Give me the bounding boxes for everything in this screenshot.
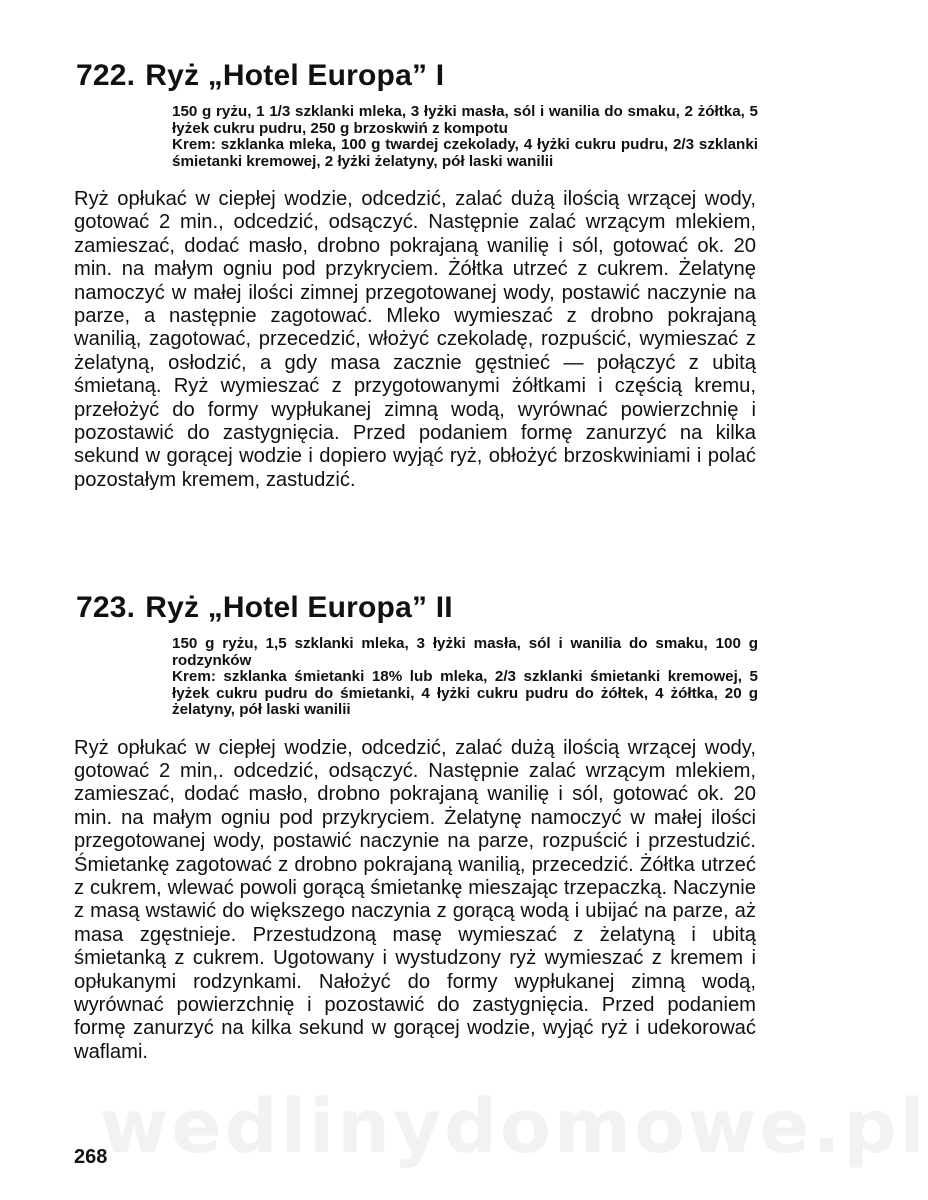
- cream-ingredients-text: szklanka śmietanki 18% lub mleka, 2/3 szklanki śmietanki kremowej, 5 łyżek cukru pudru do śmietanki, 4 łyżki cukru pudru do żółtek, 4 żółtka, 20 g żelatyny, pół laski wanilii: [172, 668, 758, 718]
- cream-label: Krem:: [172, 136, 216, 153]
- recipe-number: 723.: [76, 591, 136, 624]
- main-ingredients: 150 g ryżu, 1,5 szklanki mleka, 3 łyżki masła, sól i wanilia do smaku, 100 g rodzynków: [172, 635, 758, 669]
- cream-ingredients: [172, 137, 758, 170]
- cream-ingredients: [172, 669, 758, 719]
- page-number: 268: [74, 1146, 108, 1168]
- recipe-instructions: Ryż opłukać w ciepłej wodzie, odcedzić, zalać dużą ilością wrzącej wody, gotować 2 min,. odcedzić, odsączyć. Następnie zalać wrzącym mlekiem, zamieszać, dodać masło, drobno pokrajaną wanilię i sól, gotować ok. 20 min. na małym ogniu pod przykryciem. Żelatynę namoczyć w małej ilości przegotowanej wody, postawić naczynie na parze, rozpuścić i przestudzić. Śmietankę zagotować z drobno pokrajaną wanilią, przecedzić. Żółtka utrzeć z cukrem, wlewać powoli gorącą śmietankę mieszając trzepaczką. Naczynie z masą wstawić do większego naczynia z gorącą wodą i ubijać na parze, aż masa zgęstnieje. Przestudzoną masę wymieszać z żelatyną i ubitą śmietanką z cukrem. Ugotowany i wystudzony ryż wymieszać z kremem i opłukanymi rodzynkami. Nałożyć do formy wypłukanej zimną wodą, wyrównać powierzchnię i pozostawić do zastygnięcia. Przed podaniem formę zanurzyć na kilka sekund w gorącej wodzie, wyjąć ryż i udekorować waflami.: [74, 736, 756, 1063]
- recipe-name: Ryż „Hotel Europa” I: [145, 59, 445, 92]
- recipe-title: [76, 58, 824, 94]
- cream-ingredients-text: szklanka mleka, 100 g twardej czekolady, 4 łyżki cukru pudru, 2/3 szklanki śmietanki kremowej, 2 łyżki żelatyny, pół laski wanilii: [172, 136, 758, 170]
- watermark: wedlinydomowe.pl: [100, 1084, 928, 1170]
- main-ingredients: 150 g ryżu, 1 1/3 szklanki mleka, 3 łyżki masła, sól i wanilia do smaku, 2 żółtka, 5 łyżek cukru pudru, 250 g brzoskwiń z kompotu: [172, 103, 758, 137]
- recipe-722: [0, 58, 824, 492]
- ingredients-list: [172, 636, 758, 719]
- ingredients-list: [172, 104, 758, 170]
- recipe-723: [0, 590, 824, 1064]
- recipe-instructions: Ryż opłukać w ciepłej wodzie, odcedzić, zalać dużą ilością wrzącej wody, gotować 2 min., odcedzić, odsączyć. Następnie zalać wrzącym mlekiem, zamieszać, dodać masło, drobno pokrajaną wanilię i sól, gotować ok. 20 min. na małym ogniu pod przykryciem. Żółtka utrzeć z cukrem. Żelatynę namoczyć w małej ilości zimnej przegotowanej wody, postawić naczynie na parze, a następnie zagotować. Mleko wymieszać z drobno pokrajaną wanilią, zagotować, przecedzić, włożyć czekoladę, rozpuścić, wymieszać z żelatyną, osłodzić, a gdy masa zacznie gęstnieć — połączyć z ubitą śmietaną. Ryż wymieszać z przygotowanymi żółtkami i częścią kremu, przełożyć do formy wypłukanej zimną wodą, wyrównać powierzchnię i pozostawić do zastygnięcia. Przed podaniem formę zanurzyć na kilka sekund w gorącej wodzie i dopiero wyjąć ryż, obłożyć brzoskwiniami i polać pozostałym kremem, zastudzić.: [74, 188, 756, 491]
- cream-label: Krem:: [172, 668, 216, 685]
- recipe-name: Ryż „Hotel Europa” II: [145, 591, 453, 624]
- recipe-number: 722.: [76, 59, 136, 92]
- recipe-title: [76, 590, 824, 626]
